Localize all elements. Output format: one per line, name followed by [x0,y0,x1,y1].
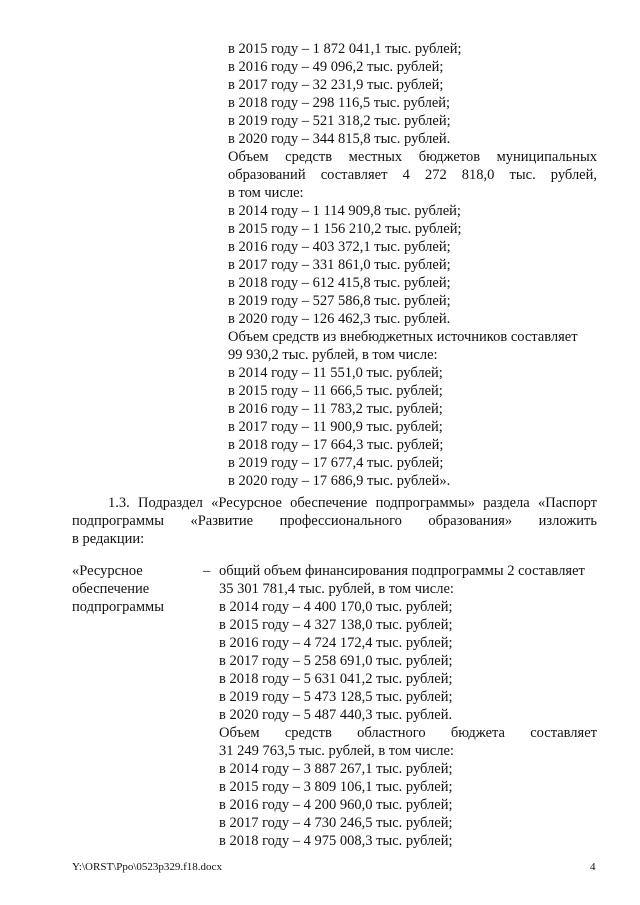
budget-line: в 2015 году – 3 809 106,1 тыс. рублей; [219,779,453,795]
budget-line: в 2016 году – 403 372,1 тыс. рублей; [228,239,451,255]
dash-separator: – [203,563,211,579]
budget-line: в 2017 году – 5 258 691,0 тыс. рублей; [219,653,453,669]
budget-line: в 2018 году – 5 631 041,2 тыс. рублей; [219,671,453,687]
section-heading: подпрограммы «Развитие профессионального образования» изложить [72,513,597,529]
budget-line: в 2015 году – 1 872 041,1 тыс. рублей; [228,41,462,57]
budget-line: в 2019 году – 521 318,2 тыс. рублей; [228,113,451,129]
resource-label: подпрограммы [72,599,164,615]
resource-label: обеспечение [72,581,150,597]
total-text: 35 301 781,4 тыс. рублей, в том числе: [219,581,454,597]
budget-line: в 2016 году – 49 096,2 тыс. рублей; [228,59,444,75]
regional-budget-text: 31 249 763,5 тыс. рублей, в том числе: [219,743,454,759]
budget-line: в 2015 году – 11 666,5 тыс. рублей; [228,383,443,399]
budget-line: в 2020 году – 344 815,8 тыс. рублей. [228,131,451,147]
budget-line: в 2020 году – 126 462,3 тыс. рублей. [228,311,451,327]
budget-line: в 2016 году – 4 200 960,0 тыс. рублей; [219,797,453,813]
budget-line: в 2017 году – 11 900,9 тыс. рублей; [228,419,443,435]
budget-line: в 2019 году – 527 586,8 тыс. рублей; [228,293,451,309]
budget-line: в 2014 году – 1 114 909,8 тыс. рублей; [228,203,461,219]
budget-line: в 2014 году – 4 400 170,0 тыс. рублей; [219,599,453,615]
local-budget-text: Объем средств местных бюджетов муниципальных [228,149,597,165]
total-text: общий объем финансирования подпрограммы 2 составляет [219,563,585,579]
budget-line: в 2015 году – 1 156 210,2 тыс. рублей; [228,221,462,237]
footer-file-path: Y:\ORST\Ppo\0523p329.f18.docx [72,861,222,873]
budget-line: в 2018 году – 612 415,8 тыс. рублей; [228,275,451,291]
budget-line: в 2016 году – 11 783,2 тыс. рублей; [228,401,443,417]
regional-budget-text: Объем средств областного бюджета составляет [219,725,597,741]
budget-line: в 2017 году – 331 861,0 тыс. рублей; [228,257,451,273]
budget-line: в 2018 году – 4 975 008,3 тыс. рублей; [219,833,453,849]
extrabudget-text: 99 930,2 тыс. рублей, в том числе: [228,347,438,363]
local-budget-text: в том числе: [228,185,304,201]
budget-line: в 2020 году – 5 487 440,3 тыс. рублей. [219,707,453,723]
budget-line: в 2014 году – 3 887 267,1 тыс. рублей; [219,761,453,777]
budget-line: в 2017 году – 32 231,9 тыс. рублей; [228,77,444,93]
budget-line: в 2018 году – 17 664,3 тыс. рублей; [228,437,444,453]
section-heading: в редакции: [72,531,145,547]
page-number: 4 [590,861,596,873]
budget-line: в 2015 году – 4 327 138,0 тыс. рублей; [219,617,453,633]
extrabudget-text: Объем средств из внебюджетных источников составляет [228,329,578,345]
budget-line: в 2014 году – 11 551,0 тыс. рублей; [228,365,443,381]
budget-line: в 2019 году – 17 677,4 тыс. рублей; [228,455,444,471]
budget-line: в 2019 году – 5 473 128,5 тыс. рублей; [219,689,453,705]
budget-line: в 2016 году – 4 724 172,4 тыс. рублей; [219,635,453,651]
budget-line: в 2018 году – 298 116,5 тыс. рублей; [228,95,451,111]
resource-label: «Ресурсное [72,563,143,579]
budget-line: в 2020 году – 17 686,9 тыс. рублей». [228,473,451,489]
section-heading: 1.3. Подраздел «Ресурсное обеспечение подпрограммы» раздела «Паспорт [108,495,597,511]
local-budget-text: образований составляет 4 272 818,0 тыс. рублей, [228,167,597,183]
budget-line: в 2017 году – 4 730 246,5 тыс. рублей; [219,815,453,831]
